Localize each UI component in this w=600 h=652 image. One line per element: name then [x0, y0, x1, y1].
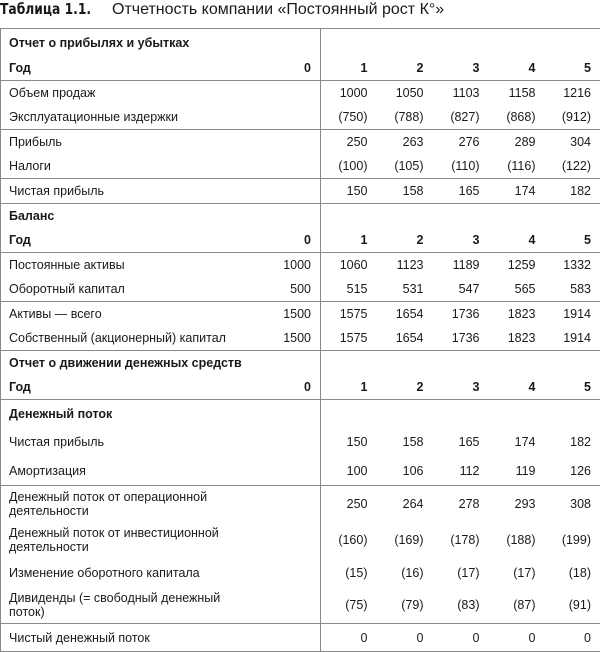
- value-cell: (75): [321, 587, 377, 624]
- value-cell: (17): [457, 565, 480, 580]
- table-row: [1, 326, 600, 351]
- value-cell: 165: [433, 179, 489, 204]
- value-cell: [265, 624, 321, 652]
- table-caption: [0, 0, 600, 26]
- value-cell: 1736: [433, 302, 489, 327]
- value-cell: (122): [545, 154, 600, 179]
- value-cell: (16): [401, 565, 424, 580]
- value-cell: [545, 204, 600, 229]
- value-cell: [545, 29, 600, 57]
- value-cell: (18): [545, 558, 600, 587]
- section-header-row: [1, 351, 600, 376]
- value-cell: [265, 587, 321, 624]
- row-label: Дивиденды (= свободный денежный поток): [1, 587, 265, 624]
- row-label: Амортизация: [1, 456, 265, 486]
- table-row: [1, 154, 600, 179]
- value-cell: 1823: [489, 302, 545, 327]
- table-row: [1, 427, 600, 456]
- value-cell: [265, 29, 321, 57]
- value-cell: 112: [459, 463, 480, 478]
- row-label: Собственный (акционерный) капитал: [1, 326, 265, 351]
- value-cell: 174: [489, 179, 545, 204]
- value-cell: [265, 558, 321, 587]
- value-cell: [265, 522, 321, 558]
- value-cell: 1050: [377, 81, 433, 106]
- value-cell: (199): [545, 522, 600, 558]
- year-cell: 5: [545, 228, 600, 253]
- table-row: [1, 130, 600, 155]
- value-cell: 182: [545, 427, 600, 456]
- value-cell: [265, 400, 321, 428]
- section-header-row: [1, 400, 600, 428]
- value-cell: [489, 351, 545, 376]
- value-cell: [265, 427, 321, 456]
- value-cell: 150: [321, 427, 377, 456]
- value-cell: (788): [394, 110, 424, 124]
- value-cell: 0: [377, 624, 433, 652]
- row-label: Денежный поток от операционной деятельности: [1, 486, 265, 523]
- value-cell: 1000: [321, 81, 377, 106]
- table-title: Отчетность компании «Постоянный рост К°»: [112, 1, 445, 18]
- row-label: Оборотный капитал: [1, 277, 265, 302]
- row-label: Денежный поток от инвестиционной деятельности: [1, 522, 265, 558]
- value-cell: 547: [458, 282, 480, 296]
- value-cell: 1654: [395, 331, 424, 345]
- year-label: Год: [1, 375, 265, 400]
- value-cell: 1823: [507, 331, 536, 345]
- value-cell: [265, 456, 321, 486]
- value-cell: [489, 29, 545, 57]
- year-cell: 2: [416, 380, 424, 394]
- value-cell: 1000: [265, 253, 321, 278]
- row-label: Чистый денежный поток: [1, 624, 265, 652]
- year-cell: 0: [304, 61, 311, 75]
- value-cell: [545, 400, 600, 428]
- value-cell: 264: [377, 486, 433, 523]
- year-cell: 4: [528, 380, 536, 394]
- value-cell: 165: [458, 434, 480, 449]
- value-cell: 0: [321, 624, 377, 652]
- financial-statements-table: [0, 28, 600, 652]
- year-cell: 5: [545, 375, 600, 400]
- year-cell: 0: [304, 380, 311, 394]
- table-row: [1, 277, 600, 302]
- value-cell: 1189: [433, 253, 489, 278]
- value-cell: [377, 351, 433, 376]
- row-label: Налоги: [1, 154, 265, 179]
- value-cell: [433, 400, 489, 428]
- value-cell: [265, 81, 321, 106]
- value-cell: 174: [514, 434, 536, 449]
- value-cell: (160): [321, 522, 377, 558]
- value-cell: 0: [489, 624, 545, 652]
- year-cell: 4: [528, 61, 536, 75]
- table-row: [1, 302, 600, 327]
- value-cell: 515: [321, 277, 377, 302]
- value-cell: [377, 29, 433, 57]
- value-cell: 308: [545, 486, 600, 523]
- table-row: [1, 253, 600, 278]
- row-label: Изменение оборотного капитала: [1, 558, 265, 587]
- value-cell: 1123: [377, 253, 433, 278]
- value-cell: 1914: [545, 326, 600, 351]
- table-row: [1, 587, 600, 624]
- table-body: [1, 29, 600, 652]
- value-cell: 500: [290, 282, 311, 296]
- year-cell: 2: [416, 233, 424, 247]
- value-cell: [265, 351, 321, 376]
- table-number: Таблица 1.1.: [0, 0, 92, 18]
- value-cell: (110): [451, 159, 480, 173]
- value-cell: (17): [513, 565, 536, 580]
- year-cell: 0: [304, 233, 311, 247]
- value-cell: [377, 204, 433, 229]
- value-cell: 278: [433, 486, 489, 523]
- value-cell: [321, 204, 377, 229]
- year-cell: 1: [321, 375, 377, 400]
- value-cell: (83): [457, 598, 480, 612]
- value-cell: 1060: [321, 253, 377, 278]
- table-row: [1, 456, 600, 486]
- value-cell: [265, 179, 321, 204]
- value-cell: 1736: [451, 331, 480, 345]
- value-cell: [265, 105, 321, 130]
- value-cell: (91): [545, 587, 600, 624]
- year-cell: 5: [545, 56, 600, 81]
- value-cell: [321, 351, 377, 376]
- year-header-row: [1, 56, 600, 81]
- table-row: [1, 486, 600, 523]
- value-cell: 1500: [283, 331, 311, 345]
- value-cell: [433, 351, 489, 376]
- value-cell: 531: [402, 282, 424, 296]
- year-header-row: [1, 228, 600, 253]
- value-cell: 158: [402, 434, 424, 449]
- value-cell: [321, 400, 377, 428]
- table-row: [1, 624, 600, 652]
- year-label: Год: [1, 228, 265, 253]
- value-cell: 150: [321, 179, 377, 204]
- value-cell: 0: [433, 624, 489, 652]
- row-label: Прибыль: [1, 130, 265, 155]
- value-cell: 293: [489, 486, 545, 523]
- value-cell: (100): [321, 154, 377, 179]
- section-title: Отчет о прибылях и убытках: [1, 29, 265, 57]
- value-cell: 182: [545, 179, 600, 204]
- year-header-row: [1, 375, 600, 400]
- value-cell: 289: [489, 130, 545, 155]
- value-cell: 126: [545, 456, 600, 486]
- value-cell: 1332: [545, 253, 600, 278]
- section-header-row: [1, 29, 600, 57]
- table-row: [1, 558, 600, 587]
- value-cell: (79): [401, 598, 424, 612]
- value-cell: [489, 400, 545, 428]
- value-cell: (178): [450, 533, 480, 547]
- value-cell: 1259: [489, 253, 545, 278]
- table-row: [1, 81, 600, 106]
- year-label: Год: [1, 56, 265, 81]
- value-cell: 0: [545, 624, 600, 652]
- value-cell: 1575: [321, 326, 377, 351]
- value-cell: [265, 204, 321, 229]
- value-cell: [265, 130, 321, 155]
- value-cell: 565: [514, 282, 536, 296]
- value-cell: 304: [545, 130, 600, 155]
- value-cell: 119: [515, 463, 536, 478]
- value-cell: (750): [321, 105, 377, 130]
- value-cell: (87): [513, 598, 536, 612]
- row-label: Чистая прибыль: [1, 179, 265, 204]
- value-cell: [265, 486, 321, 523]
- year-cell: 1: [321, 56, 377, 81]
- year-cell: 2: [416, 61, 424, 75]
- value-cell: [433, 29, 489, 57]
- value-cell: 158: [377, 179, 433, 204]
- table-row: [1, 105, 600, 130]
- value-cell: 250: [321, 486, 377, 523]
- value-cell: (188): [506, 533, 536, 547]
- value-cell: 1158: [489, 81, 545, 106]
- value-cell: (105): [394, 159, 424, 173]
- value-cell: [545, 351, 600, 376]
- year-cell: 4: [528, 233, 536, 247]
- table-row: [1, 179, 600, 204]
- value-cell: 1216: [545, 81, 600, 106]
- row-label: Чистая прибыль: [1, 427, 265, 456]
- section-header-row: [1, 204, 600, 229]
- value-cell: 583: [545, 277, 600, 302]
- row-label: Активы — всего: [1, 302, 265, 327]
- value-cell: (827): [450, 110, 480, 124]
- row-label: Объем продаж: [1, 81, 265, 106]
- value-cell: 263: [377, 130, 433, 155]
- value-cell: 276: [433, 130, 489, 155]
- value-cell: 106: [402, 463, 424, 478]
- table-row: [1, 522, 600, 558]
- section-title: Баланс: [1, 204, 265, 229]
- value-cell: [321, 29, 377, 57]
- value-cell: [377, 400, 433, 428]
- value-cell: 250: [321, 130, 377, 155]
- value-cell: 1103: [433, 81, 489, 106]
- year-cell: 3: [472, 380, 480, 394]
- value-cell: 1914: [545, 302, 600, 327]
- section-title: Денежный поток: [1, 400, 265, 428]
- year-cell: 3: [472, 233, 480, 247]
- year-cell: 1: [321, 228, 377, 253]
- value-cell: 1575: [321, 302, 377, 327]
- value-cell: (116): [507, 159, 536, 173]
- value-cell: [265, 154, 321, 179]
- value-cell: [433, 204, 489, 229]
- value-cell: (15): [321, 558, 377, 587]
- row-label: Эксплуатационные издержки: [1, 105, 265, 130]
- value-cell: 100: [321, 456, 377, 486]
- value-cell: (912): [545, 105, 600, 130]
- value-cell: (868): [506, 110, 536, 124]
- value-cell: 1500: [265, 302, 321, 327]
- section-title: Отчет о движении денежных средств: [1, 351, 265, 376]
- row-label: Постоянные активы: [1, 253, 265, 278]
- year-cell: 3: [472, 61, 480, 75]
- value-cell: 1654: [377, 302, 433, 327]
- value-cell: [489, 204, 545, 229]
- value-cell: (169): [394, 533, 424, 547]
